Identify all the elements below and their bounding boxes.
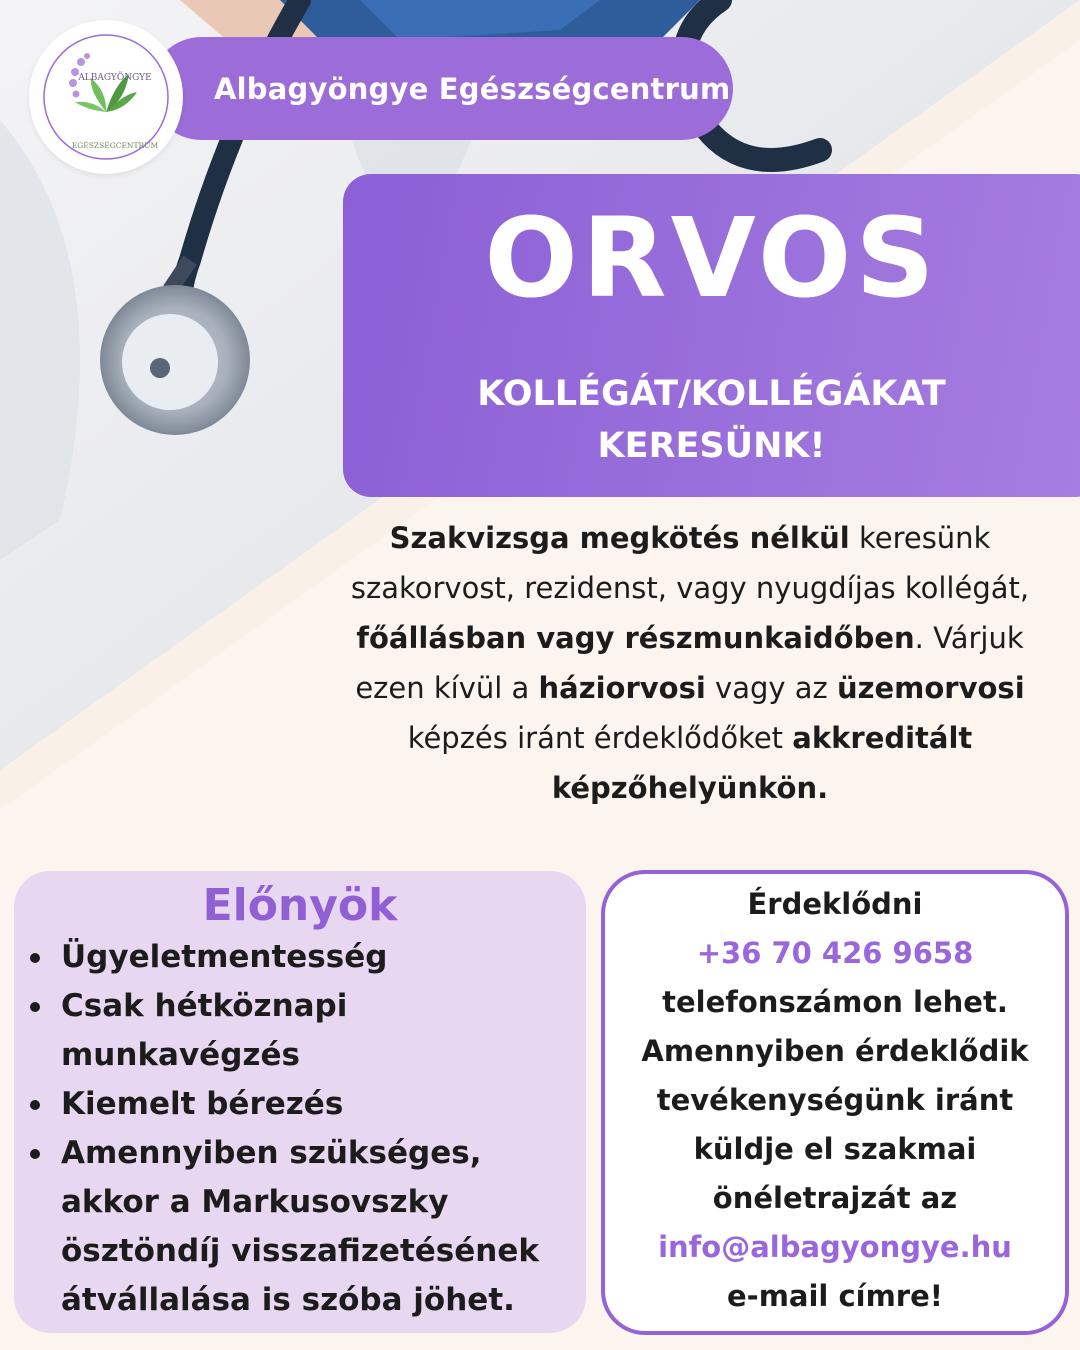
logo-text-bottom: EGÉSZSÉGCENTRUM: [71, 141, 159, 150]
benefit-item: Kiemelt bérezés: [28, 1080, 580, 1129]
intro-text-8: képzés iránt érdeklődőket: [407, 721, 793, 755]
benefits-title: Előnyök: [202, 880, 398, 931]
benefit-item: Ügyeletmentesség: [28, 933, 580, 982]
intro-bold-9: akkreditált képzőhelyünkön.: [551, 721, 973, 805]
hero-subtitle-line2: KERESÜNK!: [597, 426, 826, 466]
contact-line3: e-mail címre!: [726, 1279, 943, 1313]
contact-line2: telefonszámon lehet. Amennyiben érdeklődik tevékenységünk iránt küldje el szakmai önéletrajzát az: [641, 985, 1029, 1215]
intro-bold-1: Szakvizsga megkötés nélkül: [389, 521, 850, 555]
contact-line1: Érdeklődni: [747, 887, 923, 921]
intro-text-2: keresünk szakorvost, rezidenst, vagy nyugdíjas kollégát,: [350, 521, 1030, 605]
intro-bold-3: főállásban vagy részmunkaidőben: [356, 621, 915, 655]
logo-text-top: ALBAGYÖNGYE: [78, 73, 152, 83]
contact-text: [601, 880, 1069, 1321]
brand-name: Albagyöngye Egészségcentrum: [214, 71, 731, 106]
brand-logo: [29, 20, 183, 174]
intro-paragraph: [335, 513, 1045, 813]
benefit-item: Csak hétköznapi munkavégzés: [28, 982, 580, 1080]
hero-title: ORVOS: [484, 194, 939, 322]
benefits-list: [28, 933, 580, 1325]
hero-subtitle: [343, 368, 1080, 472]
intro-text-6: vagy az: [705, 671, 837, 705]
benefit-item: Amennyiben szükséges, akkor a Markusovszky ösztöndíj visszafizetésének átvállalása is szóba jöhet.: [28, 1129, 580, 1325]
contact-email[interactable]: info@albagyongye.hu: [658, 1230, 1012, 1264]
intro-bold-7: üzemorvosi: [836, 671, 1025, 705]
hero-subtitle-line1: KOLLÉGÁT/KOLLÉGÁKAT: [477, 374, 946, 414]
intro-bold-5: háziorvosi: [538, 671, 706, 705]
intro-text-4: . Várjuk ezen kívül a: [355, 621, 1024, 705]
header-pill: [150, 37, 733, 140]
contact-phone[interactable]: +36 70 426 9658: [696, 936, 974, 970]
